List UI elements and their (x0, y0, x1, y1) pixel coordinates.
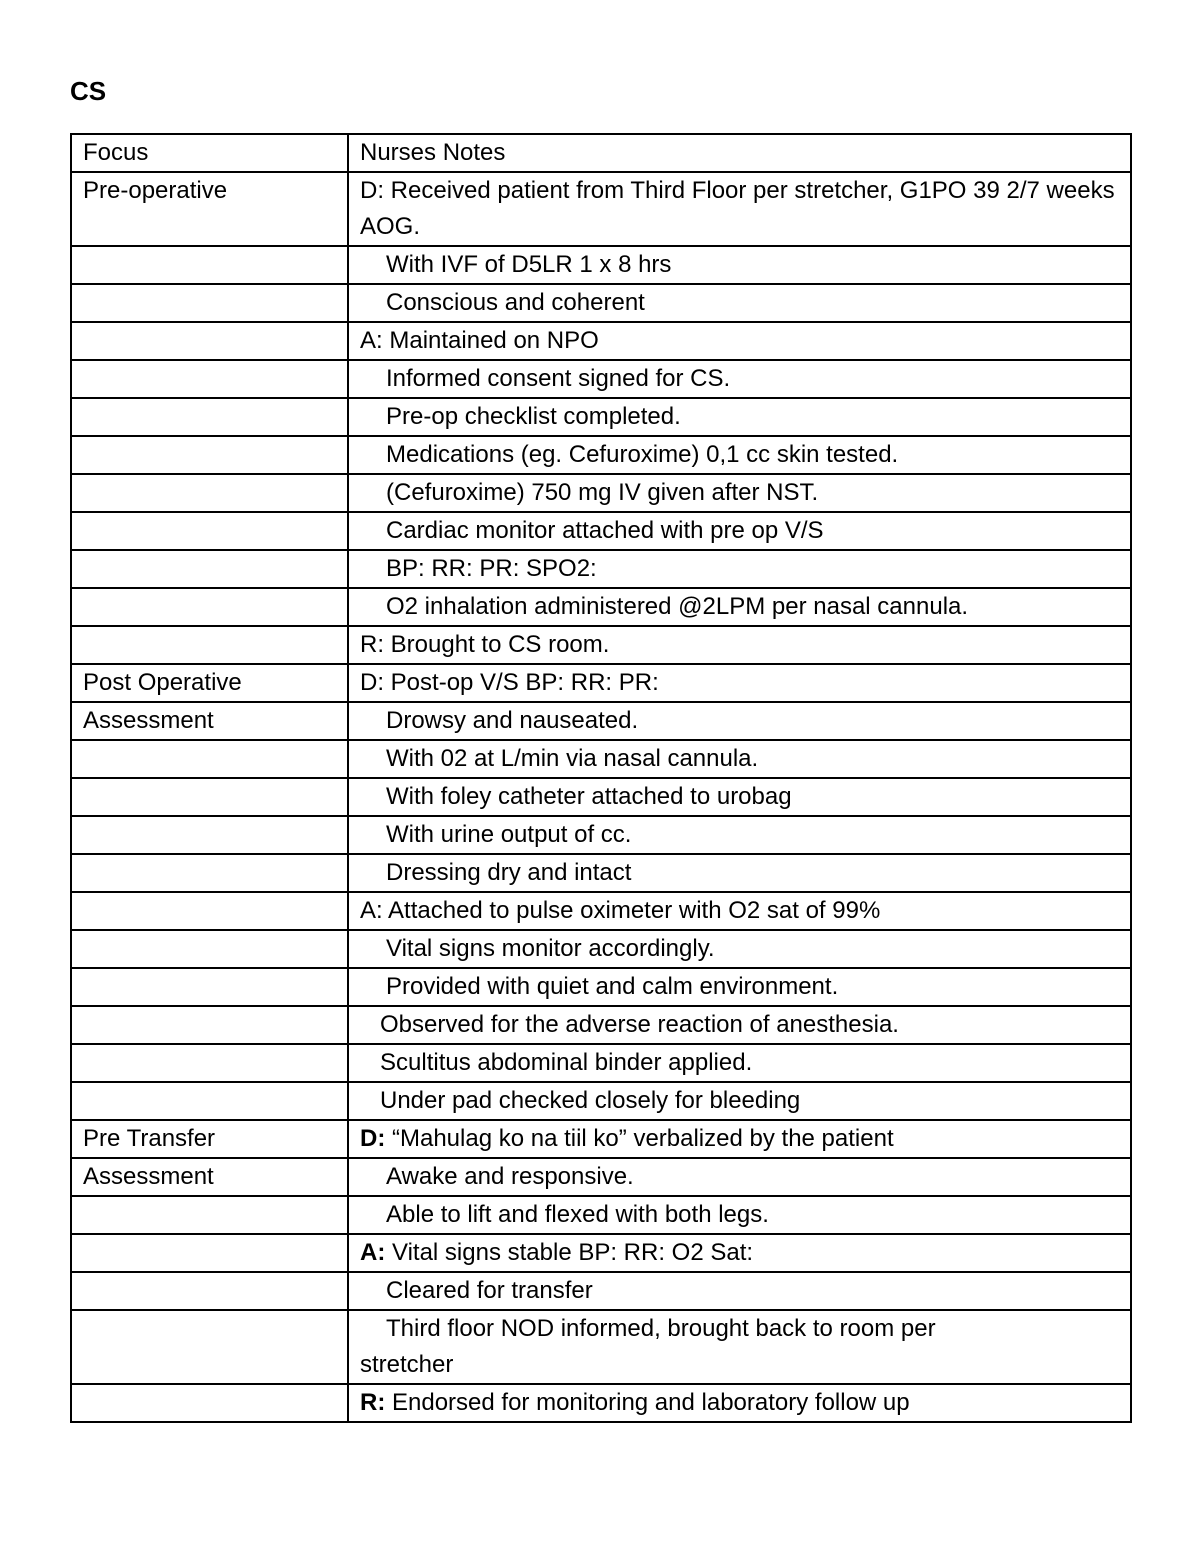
notes-cell (348, 1120, 1131, 1158)
notes-cell (348, 664, 1131, 702)
notes-cell (348, 1044, 1131, 1082)
notes-cell (348, 1384, 1131, 1422)
note-text: Attached to pulse oximeter with O2 sat of 99% (388, 897, 881, 924)
notes-cell (348, 816, 1131, 854)
soap-prefix: D: (360, 669, 384, 696)
note-text: With IVF of D5LR 1 x 8 hrs (386, 251, 672, 278)
notes-cell (348, 322, 1131, 360)
focus-cell (71, 930, 348, 968)
notes-column-header: Nurses Notes (348, 134, 1131, 172)
focus-cell (71, 854, 348, 892)
soap-prefix: R: (360, 1389, 386, 1416)
focus-cell: Post Operative (71, 664, 348, 702)
table-row (71, 1234, 1131, 1272)
note-text: Awake and responsive. (386, 1163, 634, 1190)
table-row (71, 1272, 1131, 1310)
table-row (71, 436, 1131, 474)
soap-prefix: A: (360, 1239, 386, 1266)
focus-cell (71, 360, 348, 398)
table-row (71, 778, 1131, 816)
soap-prefix: A: (360, 327, 383, 354)
table-row (71, 740, 1131, 778)
note-text: O2 inhalation administered @2LPM per nasal cannula. (386, 593, 969, 620)
table-row (71, 512, 1131, 550)
table-row (71, 892, 1131, 930)
notes-cell (348, 854, 1131, 892)
soap-prefix: A: (360, 897, 383, 924)
focus-cell (71, 398, 348, 436)
table-row (71, 816, 1131, 854)
notes-cell (348, 474, 1131, 512)
notes-cell (348, 436, 1131, 474)
focus-cell (71, 740, 348, 778)
table-row (71, 398, 1131, 436)
notes-cell (348, 740, 1131, 778)
note-text: Cardiac monitor attached with pre op V/S (386, 517, 824, 544)
note-text: Brought to CS room. (390, 631, 610, 658)
table-row (71, 1384, 1131, 1422)
focus-cell (71, 1234, 348, 1272)
focus-cell (71, 778, 348, 816)
notes-cell (348, 172, 1131, 246)
table-row (71, 854, 1131, 892)
focus-cell: Pre Transfer (71, 1120, 348, 1158)
notes-cell (348, 930, 1131, 968)
note-text: Medications (eg. Cefuroxime) 0,1 cc skin tested. (386, 441, 899, 468)
note-text: Endorsed for monitoring and laboratory follow up (392, 1389, 910, 1416)
note-text: With foley catheter attached to urobag (386, 783, 792, 810)
notes-cell (348, 702, 1131, 740)
focus-cell (71, 512, 348, 550)
notes-cell (348, 626, 1131, 664)
notes-cell (348, 550, 1131, 588)
note-text: Under pad checked closely for bleeding (380, 1087, 801, 1114)
notes-cell (348, 778, 1131, 816)
note-text: Post-op V/S BP: RR: PR: (390, 669, 659, 696)
focus-column-header: Focus (71, 134, 348, 172)
note-text: Received patient from Third Floor per stretcher, G1PO 39 2/7 weeks AOG. (360, 177, 1115, 240)
notes-cell (348, 512, 1131, 550)
note-text: Informed consent signed for CS. (386, 365, 731, 392)
note-text: Third floor NOD informed, brought back to room per (386, 1315, 936, 1342)
notes-cell (348, 1234, 1131, 1272)
note-text: Pre-op checklist completed. (386, 403, 681, 430)
table-header-row (71, 134, 1131, 172)
notes-cell (348, 588, 1131, 626)
table-row (71, 360, 1131, 398)
focus-cell (71, 1082, 348, 1120)
notes-cell (348, 360, 1131, 398)
notes-cell (348, 284, 1131, 322)
table-row (71, 1158, 1131, 1196)
notes-cell (348, 1006, 1131, 1044)
focus-cell (71, 1006, 348, 1044)
table-row (71, 172, 1131, 246)
focus-cell: Assessment (71, 1158, 348, 1196)
soap-prefix: R: (360, 631, 384, 658)
table-row (71, 284, 1131, 322)
table-row (71, 702, 1131, 740)
focus-cell (71, 1310, 348, 1384)
table-row (71, 1006, 1131, 1044)
note-text: Conscious and coherent (386, 289, 645, 316)
notes-cell (348, 1082, 1131, 1120)
notes-cell (348, 246, 1131, 284)
focus-cell (71, 1384, 348, 1422)
note-text: Dressing dry and intact (386, 859, 632, 886)
note-text: Maintained on NPO (389, 327, 599, 354)
note-text: With urine output of cc. (386, 821, 632, 848)
note-text: Drowsy and nauseated. (386, 707, 639, 734)
notes-cell (348, 968, 1131, 1006)
focus-cell (71, 588, 348, 626)
notes-cell (348, 892, 1131, 930)
note-text: Cleared for transfer (386, 1277, 593, 1304)
note-text-continuation: stretcher (360, 1351, 454, 1378)
focus-cell (71, 1044, 348, 1082)
table-row (71, 246, 1131, 284)
soap-prefix: D: (360, 1125, 386, 1152)
note-text: Provided with quiet and calm environment. (386, 973, 839, 1000)
table-row (71, 550, 1131, 588)
nurses-notes-table (70, 133, 1132, 1423)
table-row (71, 474, 1131, 512)
note-text: BP: RR: PR: SPO2: (386, 555, 597, 582)
focus-cell: Pre-operative (71, 172, 348, 246)
focus-cell (71, 436, 348, 474)
note-text: Able to lift and flexed with both legs. (386, 1201, 769, 1228)
focus-cell (71, 1196, 348, 1234)
focus-cell (71, 1272, 348, 1310)
note-text: (Cefuroxime) 750 mg IV given after NST. (386, 479, 819, 506)
table-row (71, 1044, 1131, 1082)
note-text: Vital signs stable BP: RR: O2 Sat: (392, 1239, 754, 1266)
notes-cell (348, 1196, 1131, 1234)
focus-cell (71, 626, 348, 664)
notes-cell (348, 1158, 1131, 1196)
focus-cell (71, 550, 348, 588)
table-row (71, 626, 1131, 664)
table-row (71, 930, 1131, 968)
focus-cell (71, 246, 348, 284)
table-row (71, 1082, 1131, 1120)
note-text: “Mahulag ko na tiil ko” verbalized by the patient (392, 1125, 894, 1152)
table-row (71, 1196, 1131, 1234)
soap-prefix: D: (360, 177, 384, 204)
notes-cell (348, 1310, 1131, 1384)
focus-cell (71, 816, 348, 854)
focus-cell (71, 968, 348, 1006)
note-text: With 02 at L/min via nasal cannula. (386, 745, 759, 772)
notes-cell (348, 398, 1131, 436)
focus-cell (71, 474, 348, 512)
note-text: Vital signs monitor accordingly. (386, 935, 715, 962)
focus-cell (71, 284, 348, 322)
table-row (71, 1310, 1131, 1384)
focus-cell: Assessment (71, 702, 348, 740)
table-row (71, 588, 1131, 626)
page-title: CS (70, 76, 107, 106)
table-row (71, 1120, 1131, 1158)
note-text: Scultitus abdominal binder applied. (380, 1049, 753, 1076)
focus-cell (71, 892, 348, 930)
table-row (71, 968, 1131, 1006)
note-text: Observed for the adverse reaction of anesthesia. (380, 1011, 899, 1038)
focus-cell (71, 322, 348, 360)
table-row (71, 664, 1131, 702)
notes-cell (348, 1272, 1131, 1310)
table-row (71, 322, 1131, 360)
